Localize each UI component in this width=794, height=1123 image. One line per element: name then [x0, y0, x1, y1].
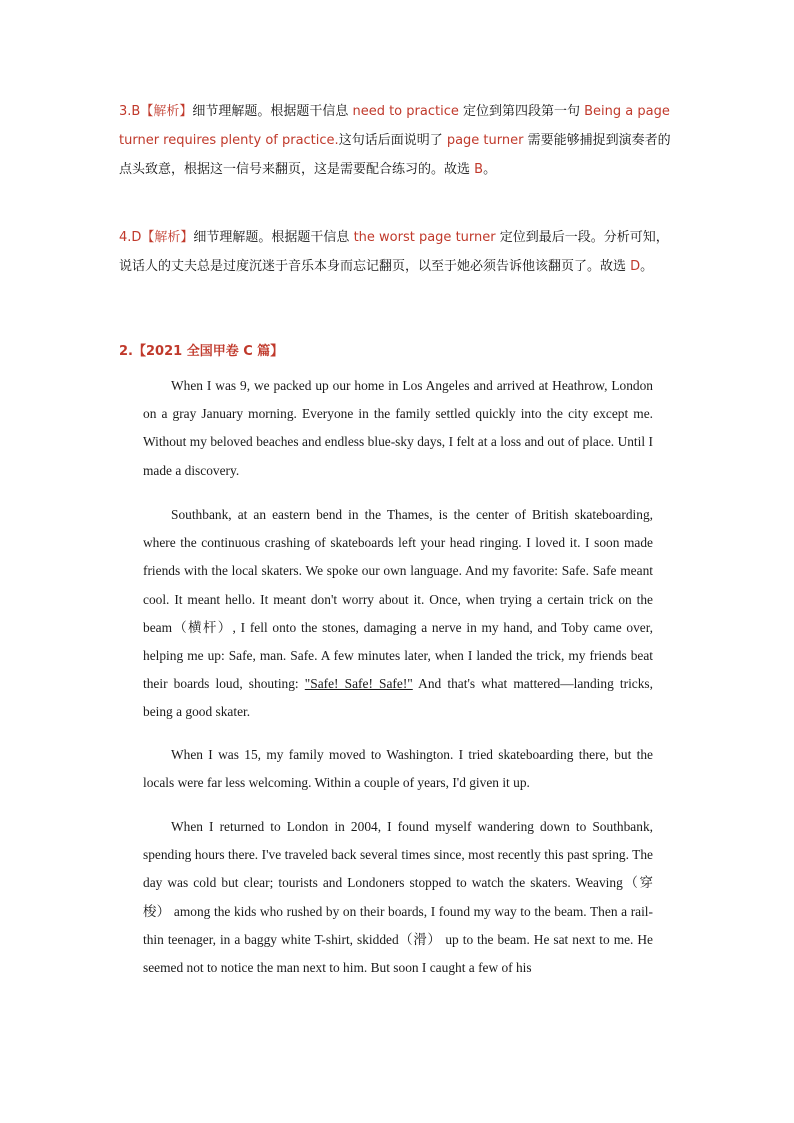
answer-text: 需要能够捕捉到演奏者的点头致意，根据这一信号来翻页，这是需要配合练习的。故选 [119, 133, 671, 177]
passage-paragraph-4: When I returned to London in 2004, I found myself wandering down to Southbank, spending hours there. I've traveled back several times since, most recently this past spring. The day was cold but clear; tourists and Londoners stopped to watch the skaters. Weaving（穿梭） among the kids who rushed by on their boards, I found my way to the beam. Then a rail-thin teenager, in a baggy white T-shirt, skidded（滑） up to the beam. He sat next to me. He seemed not to notice the man next to him. But soon I caught a few of his [143, 819, 653, 976]
paragraph-text: And that's what mattered—landing tricks, being a good skater. [143, 676, 653, 720]
section-title: 2.【2021 全国甲卷 C 篇】 [119, 344, 284, 359]
passage-paragraph-2 [143, 501, 653, 727]
answer-text: 定位到最后一段。分析可知，说话人的丈夫总是过度沉迷于音乐本身而忘记翻页，以至于她必须告诉他该翻页了。故选 [119, 230, 669, 274]
answer-keyword: page turner [446, 133, 524, 148]
answer-text: 。 [640, 259, 654, 274]
passage-paragraph-3: When I was 15, my family moved to Washington. I tried skateboarding there, but the locals were far less welcoming. Within a couple of years, I'd given it up. [143, 747, 653, 791]
answer-label: 3.B【解析】 [119, 104, 193, 119]
answer-3-explanation [119, 97, 679, 184]
answer-text: 定位到第四段第一句 [458, 104, 585, 119]
answer-keyword: D [630, 259, 641, 274]
answer-keyword: Being a page turner requires plenty of practice. [119, 104, 670, 148]
answer-keyword: need to practice [352, 104, 459, 119]
answer-text: 。 [483, 162, 497, 177]
answer-keyword: the worst page turner [353, 230, 496, 245]
answer-4-explanation [119, 223, 679, 281]
underlined-quote: "Safe! Safe! Safe!" [304, 676, 413, 692]
paragraph-text: Southbank, at an eastern bend in the Thames, is the center of British skateboarding, where the continuous crashing of skateboards left your head ringing. I loved it. I soon made friends with the local skaters. We spoke our own language. And my favorite: Safe. Safe meant cool. It meant hello. It meant don't worry about it. Once, when trying a certain trick on the beam（横杆）, I fell onto the stones, damaging a nerve in my hand, and Toby came over, helping me up: Safe, man. Safe. A few minutes later, when I landed the trick, my friends beat their boards loud, shouting: [143, 507, 653, 692]
answer-keyword: B [474, 162, 484, 177]
answer-text: 这句话后面说明了 [338, 133, 447, 148]
passage-paragraph-1: When I was 9, we packed up our home in Los Angeles and arrived at Heathrow, London on a gray January morning. Everyone in the family settled quickly into the city except me. Without my beloved beaches and endless blue-sky days, I felt at a loss and out of place. Until I made a discovery. [143, 378, 653, 478]
answer-label: 4.D【解析】 [119, 230, 194, 245]
answer-text: 细节理解题。根据题干信息 [193, 230, 354, 245]
answer-text: 细节理解题。根据题干信息 [192, 104, 353, 119]
